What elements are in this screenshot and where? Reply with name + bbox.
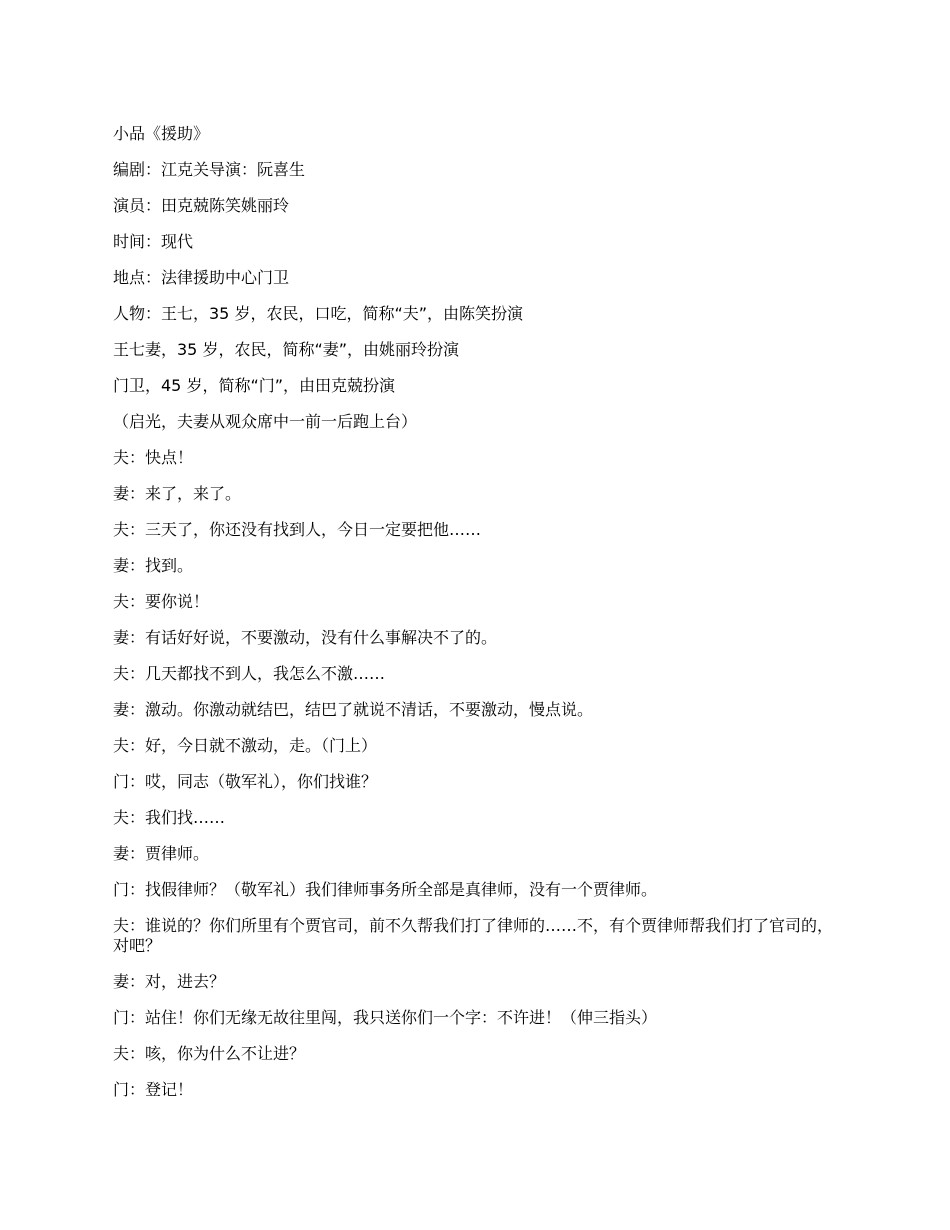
dialogue-line: 妻：激动。你激动就结巴，结巴了就说不清话，不要激动，慢点说。 [113,700,594,719]
setting-place: 地点：法律援助中心门卫 [113,268,290,287]
dialogue-line: 门：哎，同志（敬军礼），你们找谁？ [113,772,378,791]
dialogue-line: 夫：几天都找不到人，我怎么不激…… [113,664,386,683]
credits-cast: 演员：田克兢陈笑姚丽玲 [113,196,290,215]
dialogue-line: 妻：对，进去？ [113,972,226,991]
dialogue-line: 妻：有话好好说，不要激动，没有什么事解决不了的。 [113,628,498,647]
character-wife: 王七妻，35 岁，农民，简称“妻”，由姚丽玲扮演 [113,340,460,359]
doc-title: 小品《援助》 [113,124,210,143]
dialogue-line: 夫：要你说！ [113,592,210,611]
stage-direction: （启光，夫妻从观众席中一前一后跑上台） [113,412,418,431]
dialogue-line: 妻：找到。 [113,556,194,575]
character-guard: 门卫，45 岁，简称“门”，由田克兢扮演 [113,376,396,395]
dialogue-line: 夫：我们找…… [113,808,226,827]
dialogue-line: 夫：快点！ [113,448,194,467]
dialogue-line: 夫：好，今日就不激动，走。（门上） [113,736,378,755]
dialogue-line: 夫：三天了，你还没有找到人，今日一定要把他…… [113,520,482,539]
dialogue-line: 夫：谁说的？你们所里有个贾官司，前不久帮我们打了律师的……不，有个贾律师帮我们打了官司的，对吧？ [113,916,834,955]
dialogue-line: 门：找假律师？（敬军礼）我们律师事务所全部是真律师，没有一个贾律师。 [113,880,658,899]
document-page [113,124,838,1116]
dialogue-line: 妻：贾律师。 [113,844,210,863]
dialogue-line: 门：站住！你们无缘无故往里闯，我只送你们一个字：不许进！（伸三指头） [113,1008,658,1027]
dialogue-line: 妻：来了，来了。 [113,484,242,503]
credits-writer-director: 编剧：江克关导演：阮喜生 [113,160,306,179]
dialogue-line: 夫：咳，你为什么不让进？ [113,1044,306,1063]
setting-time: 时间：现代 [113,232,194,251]
character-husband: 人物：王七，35 岁，农民，口吃，简称“夫”，由陈笑扮演 [113,304,524,323]
dialogue-line: 门：登记！ [113,1080,194,1099]
